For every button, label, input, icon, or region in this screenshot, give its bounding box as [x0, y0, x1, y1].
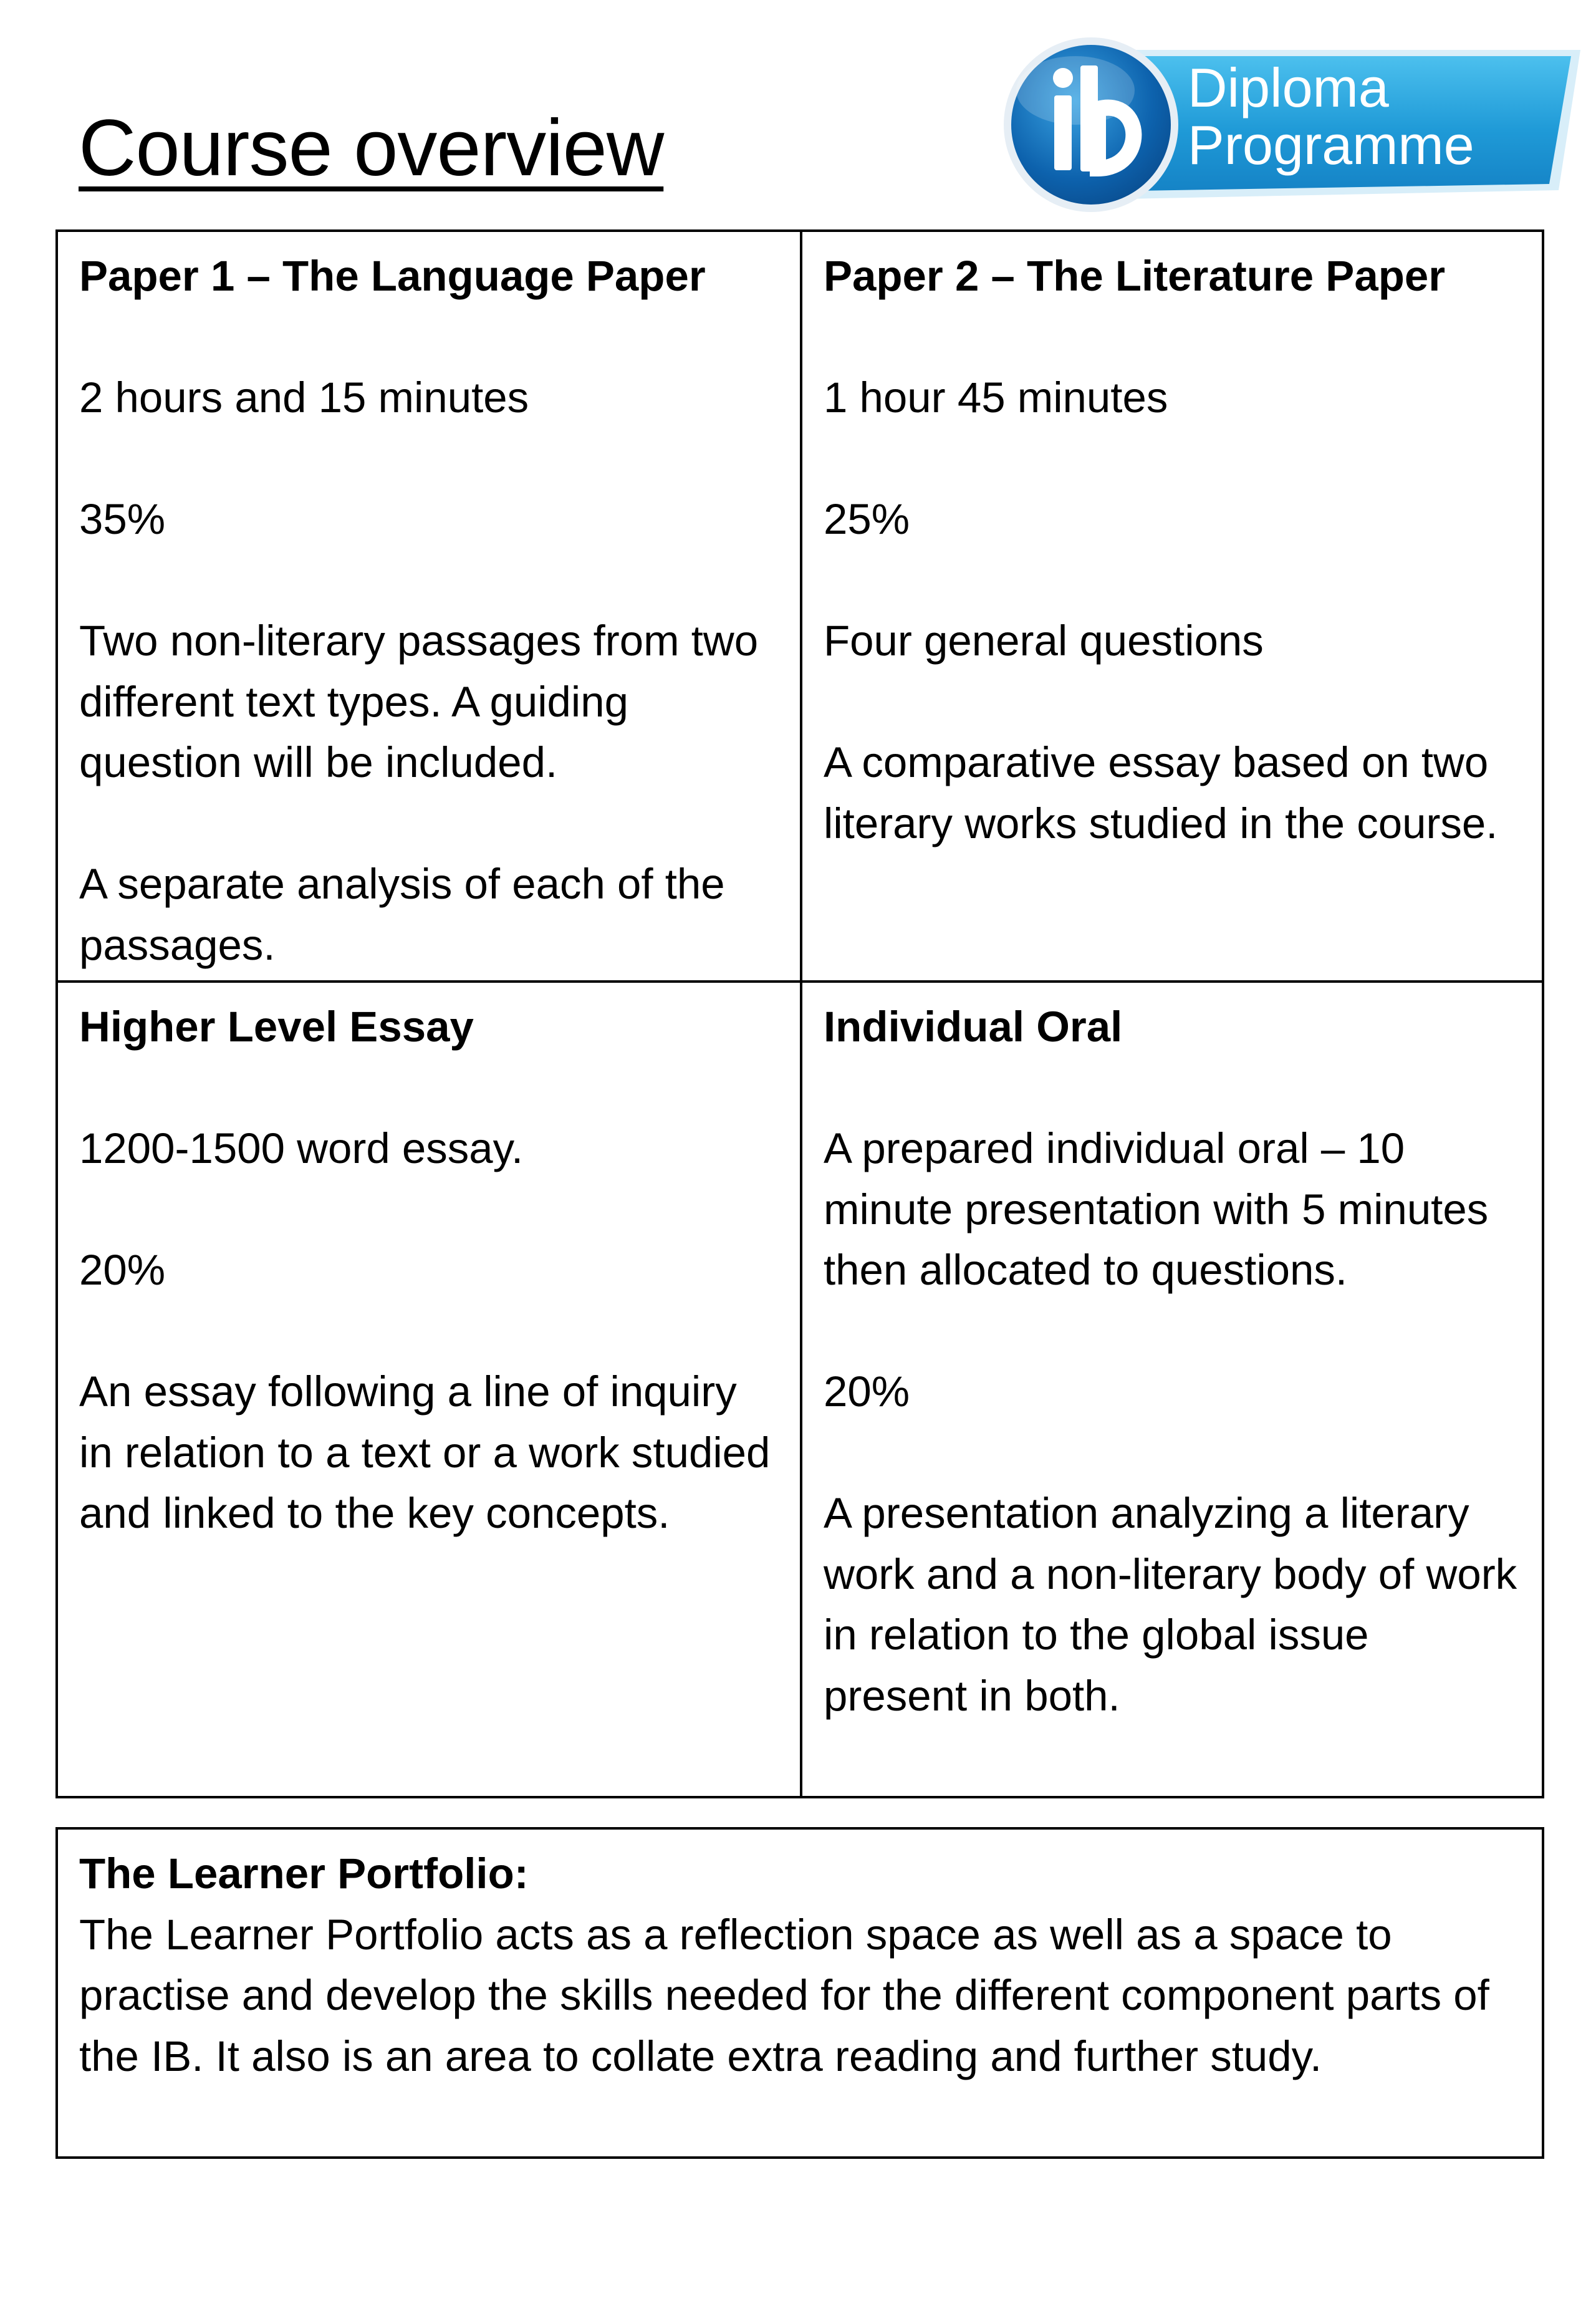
paper-1-duration: 2 hours and 15 minutes	[79, 374, 529, 422]
paper-2-weight: 25%	[824, 495, 910, 543]
individual-oral-format: A prepared individual oral – 10 minute presentation with 5 minutes then allocated to questions.	[824, 1124, 1489, 1294]
page-title: Course overview	[79, 104, 664, 193]
paper-2-duration: 1 hour 45 minutes	[824, 374, 1168, 422]
paper-1-task: A separate analysis of each of the passages.	[79, 860, 725, 969]
paper-2-description: Four general questions	[824, 617, 1264, 665]
assessment-grid	[55, 229, 1544, 1798]
hl-essay-weight: 20%	[79, 1246, 166, 1294]
individual-oral-heading: Individual Oral	[824, 1003, 1123, 1051]
ib-diploma-logo	[1001, 34, 1587, 215]
paper-1-weight: 35%	[79, 495, 166, 543]
learner-portfolio-text: The Learner Portfolio acts as a reflection space as well as a space to practise and develop the skills needed for the different component parts of the IB. It also is an area to collate extra reading and further study.	[79, 1910, 1489, 2080]
paper-2-task: A comparative essay based on two literary works studied in the course.	[824, 738, 1498, 847]
logo-line-1: Diploma	[1188, 57, 1389, 118]
paper-1-cell	[58, 232, 802, 983]
paper-1-heading: Paper 1 – The Language Paper	[79, 252, 706, 300]
hl-essay-cell	[58, 983, 802, 1796]
hl-essay-length: 1200-1500 word essay.	[79, 1124, 524, 1172]
individual-oral-description: A presentation analyzing a literary work and a non-literary body of work in relation to the global issue present in both.	[824, 1489, 1517, 1720]
hl-essay-heading: Higher Level Essay	[79, 1003, 474, 1051]
logo-line-2: Programme	[1188, 114, 1474, 176]
paper-2-heading: Paper 2 – The Literature Paper	[824, 252, 1446, 300]
learner-portfolio-heading: The Learner Portfolio:	[79, 1850, 529, 1898]
hl-essay-description: An essay following a line of inquiry in relation to a text or a work studied and linked to the key concepts.	[79, 1368, 771, 1537]
ib-logo-wordmark	[1188, 59, 1474, 174]
learner-portfolio-box	[55, 1827, 1544, 2159]
individual-oral-cell	[802, 983, 1542, 1796]
paper-2-cell	[802, 232, 1542, 983]
individual-oral-weight: 20%	[824, 1368, 910, 1416]
paper-1-description: Two non-literary passages from two different text types. A guiding question will be included.	[79, 617, 759, 786]
